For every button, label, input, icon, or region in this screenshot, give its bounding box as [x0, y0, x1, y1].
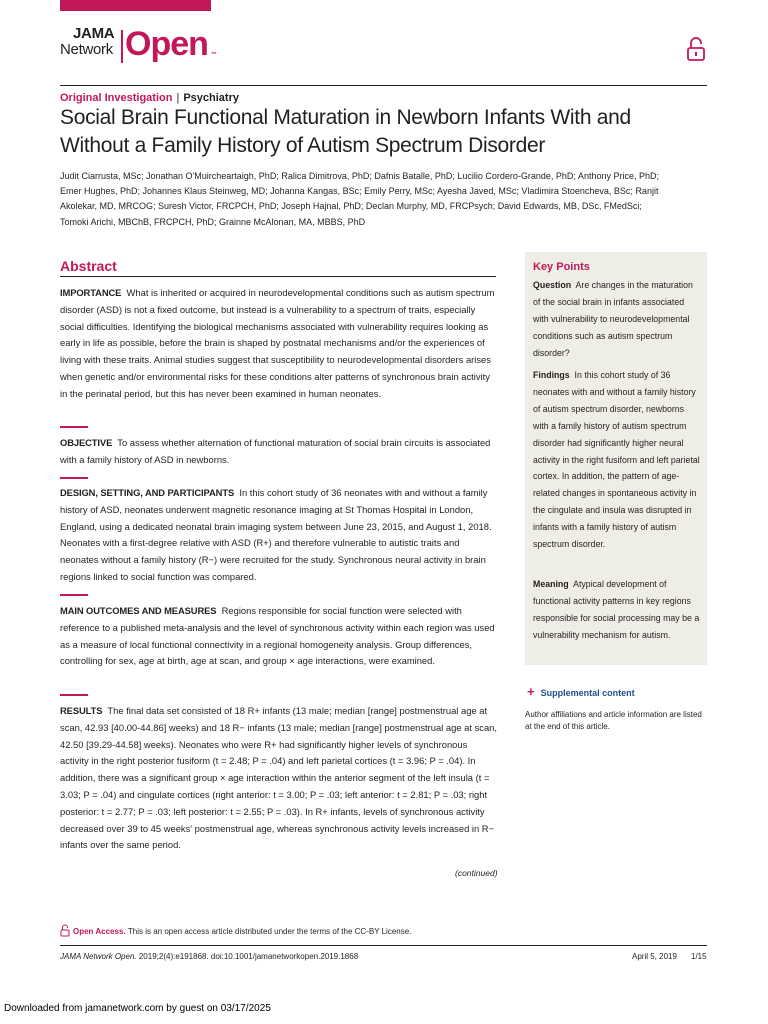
findings-text: In this cohort study of 36 neonates with and without a family history of autism spectrum disorder, newborns with a family history of autism spectrum disorder had significantly higher neural activity in the right fusiform and left parietal cortex. In addition, the pattern of age-related changes in spontaneous activity in the cingulate and insula was disrupted in infants with a family history of autism spectrum disorder. [533, 370, 700, 550]
journal-name: JAMA Network Open. [60, 952, 137, 961]
open-access-notice [73, 926, 411, 938]
section-separator [60, 594, 88, 596]
outcomes-section [60, 603, 498, 670]
abstract-heading: Abstract [60, 258, 117, 274]
category-label[interactable]: Original Investigation [60, 92, 173, 104]
objective-section [60, 435, 498, 469]
importance-text: What is inherited or acquired in neurodevelopmental conditions such as autism spectrum disorder (ASD) is not a fixed outcome, but instead is a vulnerability to a spectrum of traits, especially social difficulties. Identifying the biological mechanisms associated with vulnerability requires looking as early in life as possible, before the brain is shaped by postnatal mechanisms and/or the experiences of living with these traits. Animal studies suggest that susceptibility to neurodevelopmental disorders arises when genetic and/or environmental risks for these conditions alter patterns of synchronous brain activity in the perinatal period, but this has never been examined in human neonates. [60, 287, 495, 399]
open-access-text: This is an open access article distributed under the terms of the CC-BY License. [127, 927, 412, 936]
key-points-findings [533, 367, 701, 553]
results-section [60, 703, 498, 854]
trademark-mark: ™ [211, 52, 217, 58]
footer-rule [60, 945, 707, 946]
supplemental-content-link[interactable] [527, 686, 635, 699]
logo-network-text: Network [60, 41, 113, 58]
citation-text: 2019;2(4):e191868. doi:10.1001/jamanetworkopen.2019.1868 [138, 952, 359, 961]
design-label: DESIGN, SETTING, AND PARTICIPANTS [60, 487, 235, 498]
plus-icon: + [527, 684, 535, 699]
category-separator: | [176, 92, 180, 104]
open-access-lock-icon[interactable] [686, 36, 706, 62]
importance-label: IMPORTANCE [60, 287, 122, 298]
importance-section [60, 285, 498, 403]
design-text: In this cohort study of 36 neonates with and without a family history of ASD, neonates underwent magnetic resonance imaging at St Thomas Hospital in London, England, using a dedicated neonatal brain imaging system between June 23, 2015, and August 1, 2018. Neonates with a first-degree relative with ASD (R+) and therefore vulnerable to autistic traits and neonates without a family history (R−) were recruited for the study. Synchronous neural activity in brain regions linked to social function was compared. [60, 487, 492, 582]
logo-divider [121, 30, 123, 63]
outcomes-text: Regions responsible for social function were selected with reference to a published meta-analysis and the level of synchronous activity within each region was used as a measure of local functional connectivity in a regional homogeneity analysis. Group differences, controlling for sex, age at birth, age at scan, and group × age interactions, were examined. [60, 605, 495, 667]
results-label: RESULTS [60, 705, 103, 716]
supplemental-label[interactable]: Supplemental content [540, 688, 635, 698]
article-category [60, 91, 239, 105]
key-points-meaning [533, 576, 701, 644]
article-title: Social Brain Functional Maturation in Newborn Infants With and Without a Family History of Autism Spectrum Disorder [60, 106, 631, 157]
meaning-text: Atypical development of functional activity patterns in key regions responsible for social processing may be a vulnerability mechanism for autism. [533, 579, 700, 640]
objective-label: OBJECTIVE [60, 437, 113, 448]
results-text: The final data set consisted of 18 R+ infants (13 male; median [range] postmenstrual age at scan, 42.93 [40.00-44.86] weeks) and 18 R− infants (13 male; median [range] postmenstrual age at scan, 42.50 [39.29-44.58] weeks). Neonates who were R+ had significantly higher levels of synchronous activity in the right posterior fusiform (t = 2.48; P = .04) and left parietal cortices (t = 3.96; P = .04). In addition, there was a significant group × age interaction within the anterior segment of the left insula (t = 3.03; P = .04) and cingulate cortices (right anterior: t = 3.00; P = .03; left anterior: t = 2.81; P = .03; right posterior: t = 2.77; P = .03; left posterior: t = 2.55; P = .03). In R+ infants, levels of synchronous activity decreased over 39 to 45 weeks' postmenstrual age, whereas synchronous activity levels increased in R− infants over the same period. [60, 705, 497, 851]
meaning-label: Meaning [533, 579, 569, 589]
affiliations-note: Author affiliations and article information are listed at the end of this article. [525, 710, 702, 732]
logo-open-text: Open [125, 25, 208, 63]
section-separator [60, 694, 88, 696]
top-accent-bar [60, 0, 211, 11]
logo-jama-text: JAMA [73, 25, 115, 42]
outcomes-label: MAIN OUTCOMES AND MEASURES [60, 605, 217, 616]
question-label: Question [533, 280, 572, 290]
findings-label: Findings [533, 370, 570, 380]
design-section [60, 485, 498, 586]
download-note: Downloaded from jamanetwork.com by guest on 03/17/2025 [4, 1003, 271, 1014]
open-access-small-lock-icon [60, 924, 70, 937]
section-separator [60, 426, 88, 428]
abstract-rule [60, 276, 496, 277]
continued-note: (continued) [455, 868, 498, 878]
header-rule [60, 85, 707, 86]
publication-date: April 5, 2019 [632, 952, 677, 961]
author-list: Judit Ciarrusta, MSc; Jonathan O'Muircheartaigh, PhD; Ralica Dimitrova, PhD; Dafnis Batalle, PhD; Lucilio Cordero-Grande, PhD; Anthony Price, PhD; Emer Hughes, PhD; Johannes Klaus Steinweg, MD; Johanna Kangas, BSc; Emily Perry, MSc; Ayesha Javed, MSc; Vladimira Stoencheva, BSc; Ranjit Akolekar, MD, MRCOG; Suresh Victor, FRCPCH, PhD; Joseph Hajnal, PhD; Declan Murphy, MD, FRCPsych; David Edwards, MB, DSc, FMedSci; Tomoki Arichi, MBChB, FRCPCH, PhD; Grainne McAlonan, MA, MBBS, PhD [60, 171, 659, 227]
page-number: 1/15 [691, 952, 707, 961]
citation-line [60, 951, 358, 963]
open-access-label[interactable]: Open Access. [73, 927, 126, 936]
question-text: Are changes in the maturation of the social brain in infants associated with vulnerability to neurodevelopmental conditions such as autism spectrum disorder? [533, 280, 693, 358]
key-points-question [533, 277, 701, 362]
objective-text: To assess whether alternation of functional maturation of social brain circuits is associated with a family history of ASD in newborns. [60, 437, 491, 465]
key-points-heading: Key Points [533, 261, 590, 273]
subcategory-label[interactable]: Psychiatry [183, 92, 239, 104]
section-separator [60, 477, 88, 479]
